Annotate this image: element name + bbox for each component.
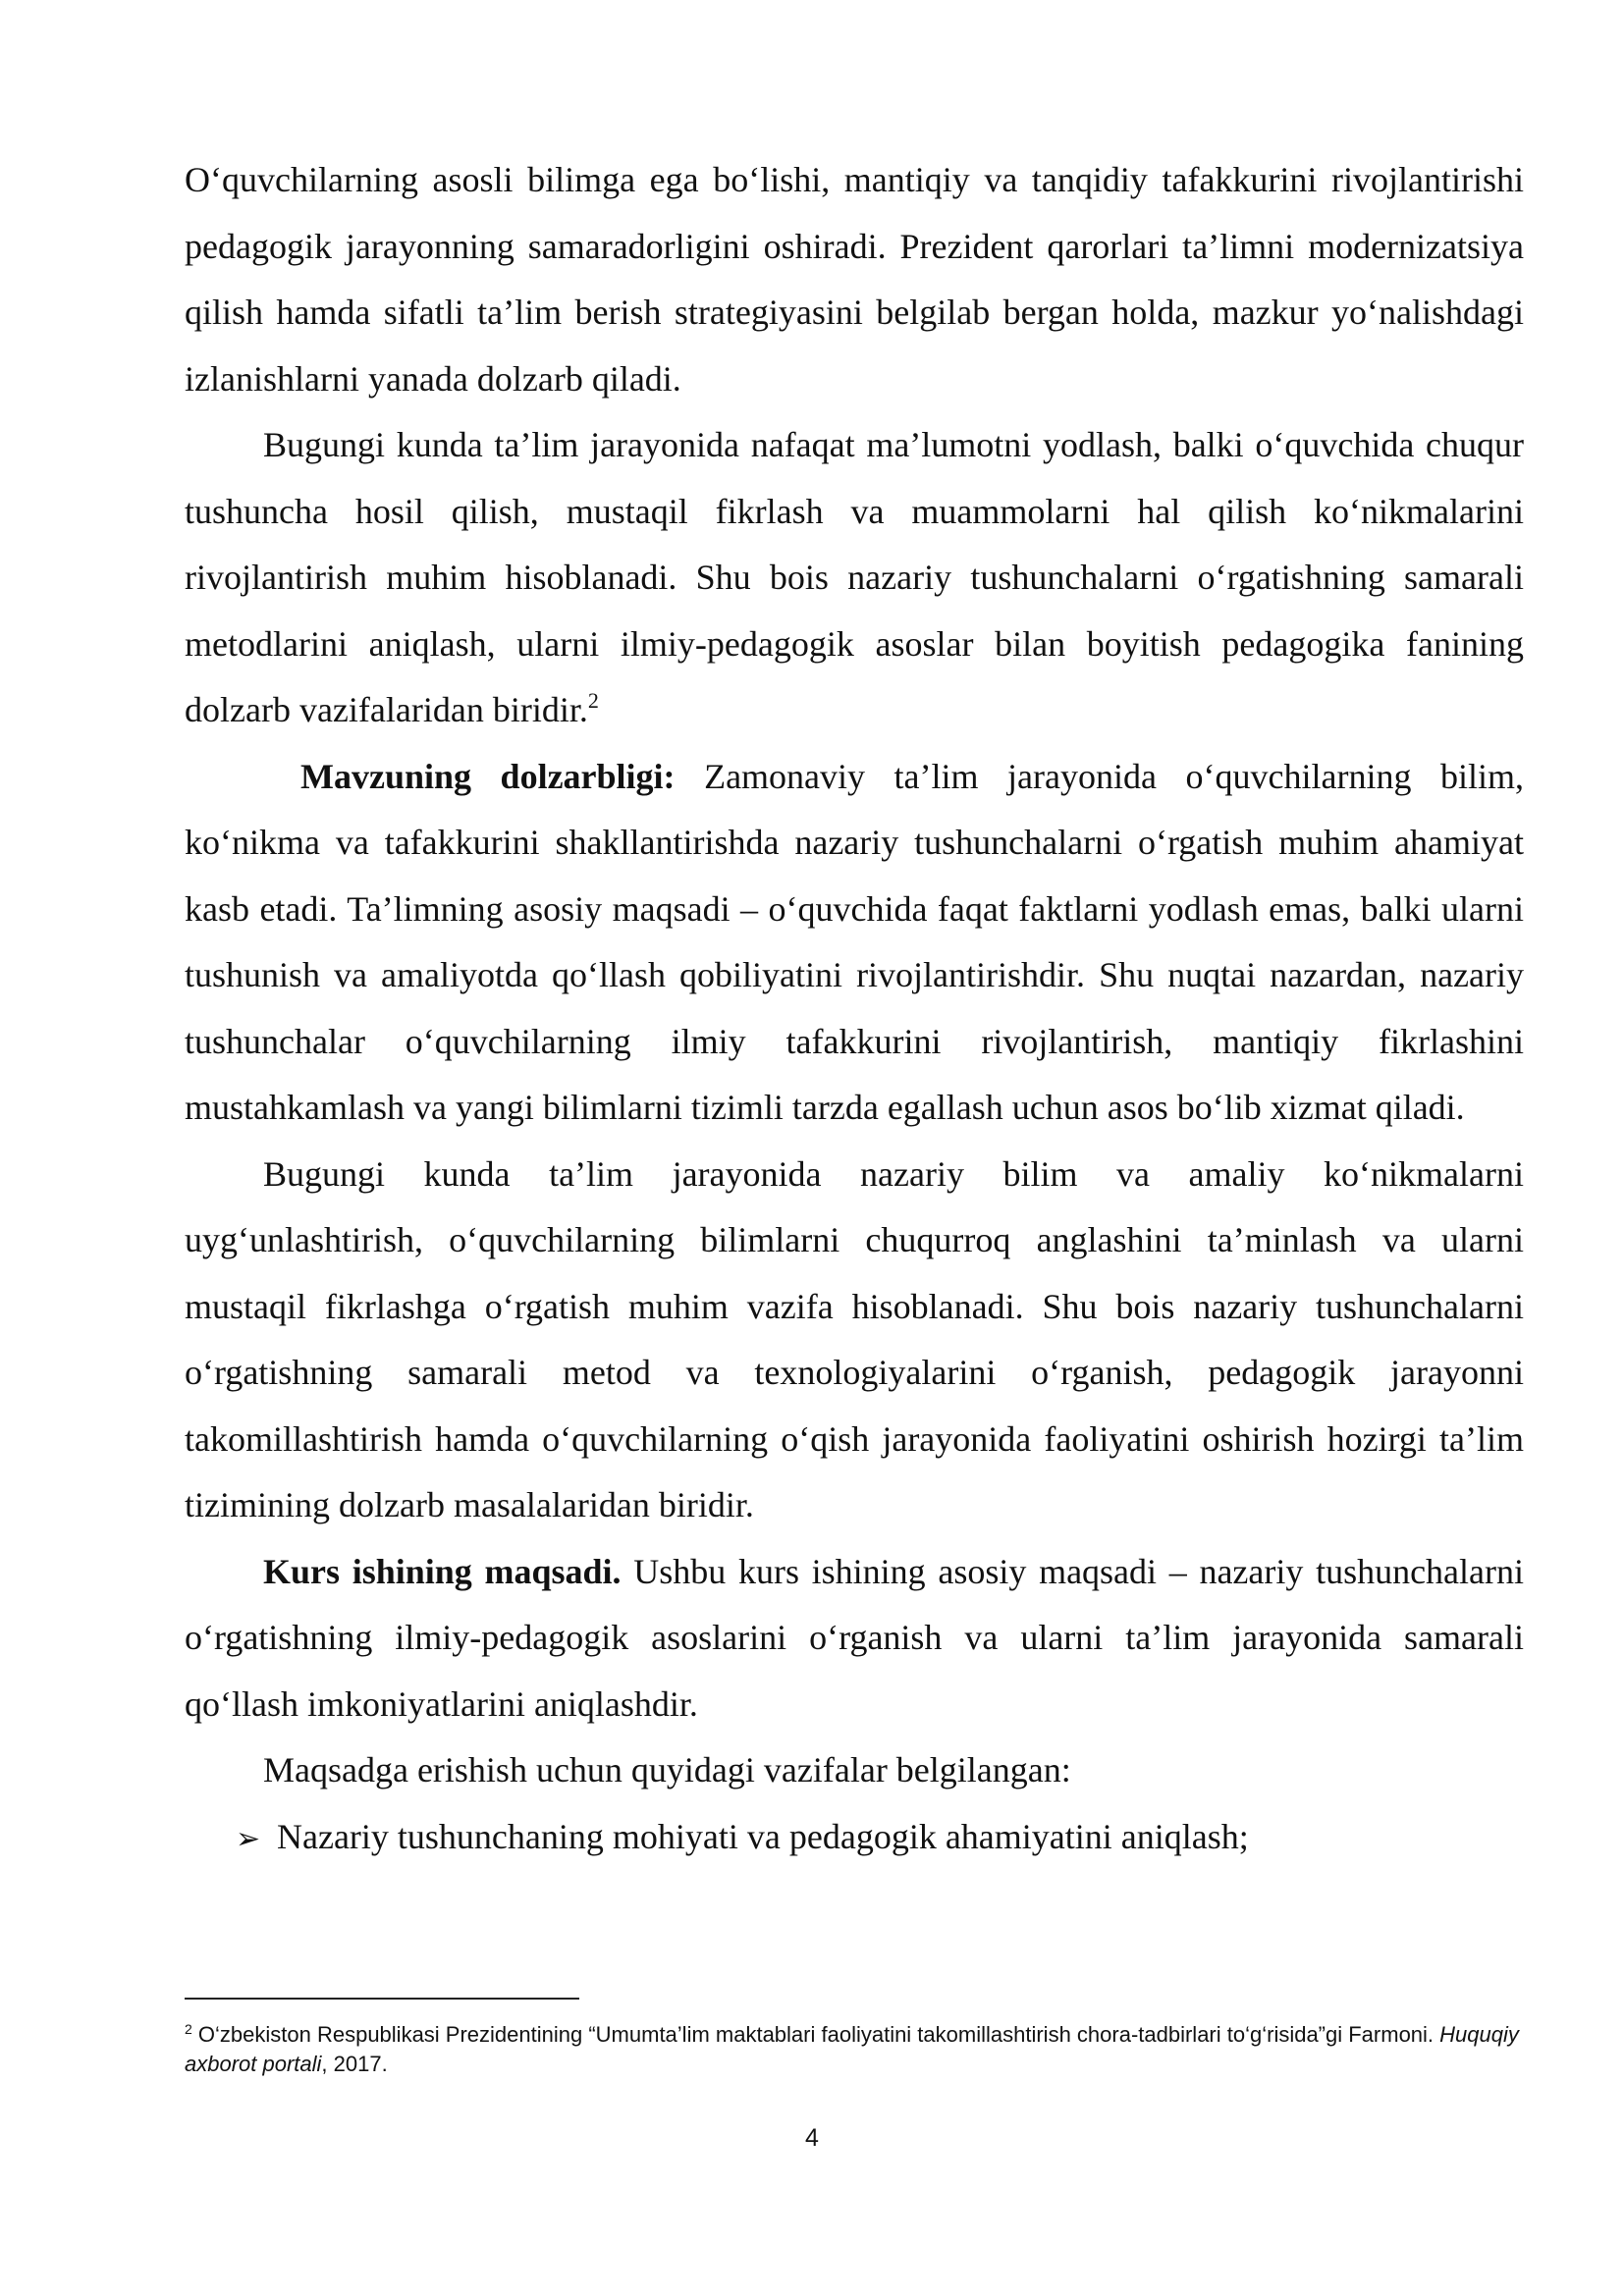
paragraph-text: O‘quvchilarning asosli bilimga ega bo‘lishi, mantiqiy va tanqidiy tafakkurini rivojlantirishi pedagogik jarayonning samaradorligini oshiradi. Prezident qarorlari ta’limni modernizatsiya qilish hamda sifatli ta’lim berish strategiyasini belgilab bergan holda, mazkur yo‘nalishdagi izlanishlarni yanada dolzarb qiladi. xyxy=(185,160,1524,399)
paragraph-text: Bugungi kunda ta’lim jarayonida nazariy bilim va amaliy ko‘nikmalarni uyg‘unlashtirish, o‘quvchilarning bilimlarni chuqurroq anglashini ta’minlash va ularni mustaqil fikrlashga o‘rgatish muhim vazifa hisoblanadi. Shu bois nazariy tushunchalarni o‘rgatishning samarali metod va texnologiyalarini o‘rganish, pedagogik jarayonni takomillashtirish hamda o‘quvchilarning o‘qish jarayonida faoliyatini oshirish hozirgi ta’lim tizimining dolzarb masalalaridan biridir. xyxy=(185,1153,1524,1524)
paragraph-text: Ushbu kurs ishining asosiy maqsadi – nazariy tushunchalarni o‘rgatishning ilmiy-pedagogik asoslarini o‘rganish va ularni ta’lim jarayonida samarali qo‘llash imkoniyatlarini aniqlashdir. xyxy=(185,1551,1525,1724)
footnote-source: Huquqiy axborot portali xyxy=(185,2022,1519,2076)
paragraph-relevance xyxy=(185,744,1524,1142)
task-list-item-text: Nazariy tushunchaning mohiyati va pedagogik ahamiyatini aniqlash; xyxy=(277,1816,1249,1856)
paragraph-text: Bugungi kunda ta’lim jarayonida nafaqat ma’lumotni yodlash, balki o‘quvchida chuqur tushuncha hosil qilish, mustaqil fikrlash va muammolarni hal qilish ko‘nikmalarini rivojlantirish muhim hisoblanadi. Shu bois nazariy tushunchalarni o‘rgatishning samarali metodlarini aniqlash, ularni ilmiy-pedagogik asoslar bilan boyitish pedagogika fanining dolzarb vazifalaridan biridir. xyxy=(185,425,1524,729)
page-number: 4 xyxy=(805,2124,819,2152)
section-heading-relevance: Mavzuning dolzarbligi: xyxy=(300,756,676,796)
footnote-separator xyxy=(185,1998,579,2000)
paragraph-integration xyxy=(185,1142,1524,1539)
section-heading-goal: Kurs ishining maqsadi. xyxy=(263,1551,622,1591)
footnote-text: O‘zbekiston Respublikasi Prezidentining “Umumta’lim maktablari faoliyatini takomillashtirish chora-tadbirlari to‘g‘risida”gi Farmoni. xyxy=(191,2022,1440,2047)
paragraph-current-state xyxy=(185,412,1524,744)
document-body xyxy=(185,147,1524,1872)
arrow-bullet-icon: ➢ xyxy=(236,1821,261,1856)
footnote-reference[interactable]: 2 xyxy=(587,688,599,713)
paragraph-text: Zamonaviy ta’lim jarayonida o‘quvchilarning bilim, ko‘nikma va tafakkurini shakllantirishda nazariy tushunchalarni o‘rgatish muhim ahamiyat kasb etadi. Ta’limning asosiy maqsadi – o‘quvchida faqat faktlarni yodlash emas, balki ularni tushunish va amaliyotda qo‘llash qobiliyatini rivojlantirishdir. Shu nuqtai nazardan, nazariy tushunchalar o‘quvchilarning ilmiy tafakkurini rivojlantirish, mantiqiy fikrlashini mustahkamlash va yangi bilimlarni tizimli tarzda egallash uchun asos bo‘lib xizmat qiladi. xyxy=(185,756,1524,1127)
task-list-item xyxy=(185,1804,1524,1873)
paragraph-text: Maqsadga erishish uchun quyidagi vazifalar belgilangan: xyxy=(263,1750,1071,1789)
footnote-number: 2 xyxy=(185,2021,192,2037)
paragraph-goal xyxy=(185,1539,1524,1738)
paragraph-intro xyxy=(185,147,1524,412)
footnote-text-end: , 2017. xyxy=(321,2052,388,2076)
paragraph-tasks-intro xyxy=(185,1737,1524,1804)
footnote xyxy=(185,2020,1524,2079)
